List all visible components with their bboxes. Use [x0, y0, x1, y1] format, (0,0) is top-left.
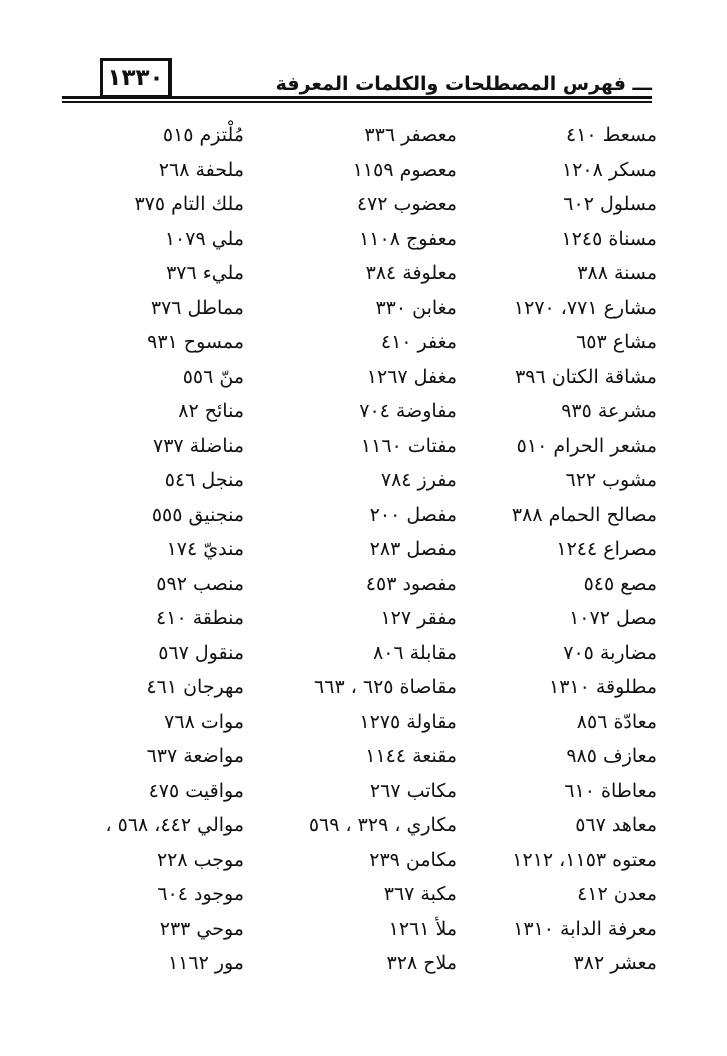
index-row [0, 705, 727, 740]
index-row [0, 187, 727, 222]
index-entry: مكبة ٣٦٧ [383, 883, 457, 905]
index-entry: مُلْتزم ٥١٥ [162, 124, 244, 146]
index-entry: معاهد ٥٦٧ [575, 814, 657, 836]
index-entry: مشارع ٧٧١، ١٢٧٠ [513, 296, 657, 319]
index-entry: منديّ ١٧٤ [166, 538, 244, 560]
index-entry: مليء ٣٧٦ [166, 262, 244, 284]
index-entry: منجنيق ٥٥٥ [151, 503, 244, 526]
index-entry: معاطاة ٦١٠ [564, 779, 657, 802]
index-entry: مناضلة ٧٣٧ [153, 434, 244, 457]
index-entry: مصع ٥٤٥ [583, 572, 657, 595]
index-row [0, 774, 727, 809]
index-entry: مطلوقة ١٣١٠ [548, 676, 657, 698]
index-row [0, 222, 727, 257]
index-entry: مكاتب ٢٦٧ [369, 779, 457, 802]
index-entry: مشاقة الكتان ٣٩٦ [515, 365, 657, 388]
header-rule-thin [62, 101, 652, 103]
index-entry: معادّة ٨٥٦ [576, 710, 657, 733]
index-entry: مور ١١٦٢ [167, 952, 244, 974]
index-entry: مفقر ١٢٧ [380, 607, 457, 629]
index-row [0, 118, 727, 153]
index-row [0, 601, 727, 636]
index-entry: مسكر ١٢٠٨ [562, 158, 657, 181]
index-row [0, 429, 727, 464]
index-row [0, 946, 727, 981]
index-entry: مشرعة ٩٣٥ [561, 400, 657, 422]
index-row [0, 636, 727, 671]
index-entry: مفصل ٢٨٣ [369, 538, 457, 560]
index-row [0, 360, 727, 395]
index-entry: مماطل ٣٧٦ [150, 296, 244, 319]
index-row [0, 256, 727, 291]
index-entry: مصالح الحمام ٣٨٨ [511, 503, 657, 526]
index-entry: ملك التام ٣٧٥ [134, 193, 244, 215]
index-entry: مغفر ٤١٠ [380, 331, 457, 353]
page-title: ـــ فهرس المصطلحات والكلمات المعرفة [268, 72, 652, 96]
page-number: ١٣٣٠ [100, 58, 172, 98]
index-entry: مفتات ١١٦٠ [360, 434, 457, 457]
index-entry: منصب ٥٩٢ [156, 572, 244, 595]
index-entry: مقابلة ٨٠٦ [372, 641, 457, 664]
index-entry: منجل ٥٤٦ [164, 469, 244, 491]
index-entry: مفاوضة ٧٠٤ [359, 400, 457, 422]
index-row [0, 498, 727, 533]
index-row [0, 325, 727, 360]
index-row [0, 912, 727, 947]
index-entry: موحي ٢٣٣ [159, 917, 244, 940]
index-row [0, 532, 727, 567]
index-entry: موالي ٤٤٢، ٥٦٨ ، [105, 814, 244, 836]
index-row [0, 291, 727, 326]
index-entry: مسنة ٣٨٨ [577, 262, 657, 284]
index-entry: مصل ١٠٧٢ [569, 607, 657, 629]
index-entry: مقاصاة ٦٢٥ ، ٦٦٣ [314, 676, 457, 698]
index-entry: منائح ٨٢ [178, 400, 244, 422]
index-row [0, 808, 727, 843]
index-row [0, 877, 727, 912]
index-entry: ملاح ٣٢٨ [386, 952, 457, 974]
index-entry: مكامن ٢٣٩ [369, 848, 457, 871]
index-entry: مواقيت ٤٧٥ [148, 779, 244, 802]
index-row [0, 567, 727, 602]
index-entry: معفوج ١١٠٨ [359, 227, 457, 250]
index-entry: معضوب ٤٧٢ [356, 193, 457, 215]
index-entry: مشوب ٦٢٢ [565, 469, 657, 491]
index-entry: موجود ٦٠٤ [157, 883, 244, 905]
index-entry: موجب ٢٢٨ [156, 848, 244, 871]
index-entry: ملحفة ٢٦٨ [158, 158, 244, 181]
index-entry: مضاربة ٧٠٥ [563, 641, 657, 664]
index-row [0, 739, 727, 774]
index-entry: مسلول ٦٠٢ [563, 193, 657, 215]
index-entry: مهرجان ٤٦١ [146, 676, 244, 698]
index-entry: مغابن ٣٣٠ [375, 296, 457, 319]
index-row [0, 153, 727, 188]
index-entry: معصوم ١١٥٩ [352, 158, 457, 181]
index-entry: منقول ٥٦٧ [158, 641, 244, 664]
index-row [0, 394, 727, 429]
index-entry: مغفل ١٢٦٧ [366, 365, 457, 388]
index-row [0, 843, 727, 878]
index-entry: مسعط ٤١٠ [566, 124, 657, 146]
index-entry: مقاولة ١٢٧٥ [359, 710, 457, 733]
page-header [62, 58, 652, 108]
index-entry: مصراع ١٢٤٤ [556, 538, 657, 560]
index-entry: مشعر الحرام ٥١٠ [516, 434, 657, 457]
index-entry: ملي ١٠٧٩ [164, 227, 244, 250]
index-entry: معدن ٤١٢ [577, 883, 657, 905]
index-entry: معصفر ٣٣٦ [364, 124, 457, 146]
index-entry: معتوه ١١٥٣، ١٢١٢ [512, 848, 657, 871]
index-entry: مكاري ، ٣٢٩ ، ٥٦٩ [308, 814, 457, 836]
index-entry: مشاع ٦٥٣ [576, 331, 657, 353]
index-entry: معازف ٩٨٥ [566, 745, 657, 767]
index-entry: ملأ ١٢٦١ [388, 917, 457, 940]
index-entry: ممسوح ٩٣١ [147, 331, 244, 353]
index-row [0, 463, 727, 498]
index-entry: مواضعة ٦٣٧ [146, 745, 244, 767]
index-entry: منطقة ٤١٠ [156, 607, 244, 629]
index-entry: مفصود ٤٥٣ [365, 572, 457, 595]
index-entry: معلوفة ٣٨٤ [365, 262, 457, 284]
index-entry: مفصل ٢٠٠ [369, 503, 457, 526]
index-entry: منّ ٥٥٦ [182, 365, 244, 388]
index-table [0, 118, 727, 981]
index-entry: موات ٧٦٨ [164, 710, 244, 733]
index-entry: مسناة ١٢٤٥ [561, 227, 657, 250]
index-entry: مفرز ٧٨٤ [380, 469, 457, 491]
index-row [0, 670, 727, 705]
index-entry: معرفة الدابة ١٣١٠ [513, 917, 657, 940]
index-entry: معشر ٣٨٢ [573, 952, 657, 974]
index-entry: مقنعة ١١٤٤ [365, 745, 457, 767]
